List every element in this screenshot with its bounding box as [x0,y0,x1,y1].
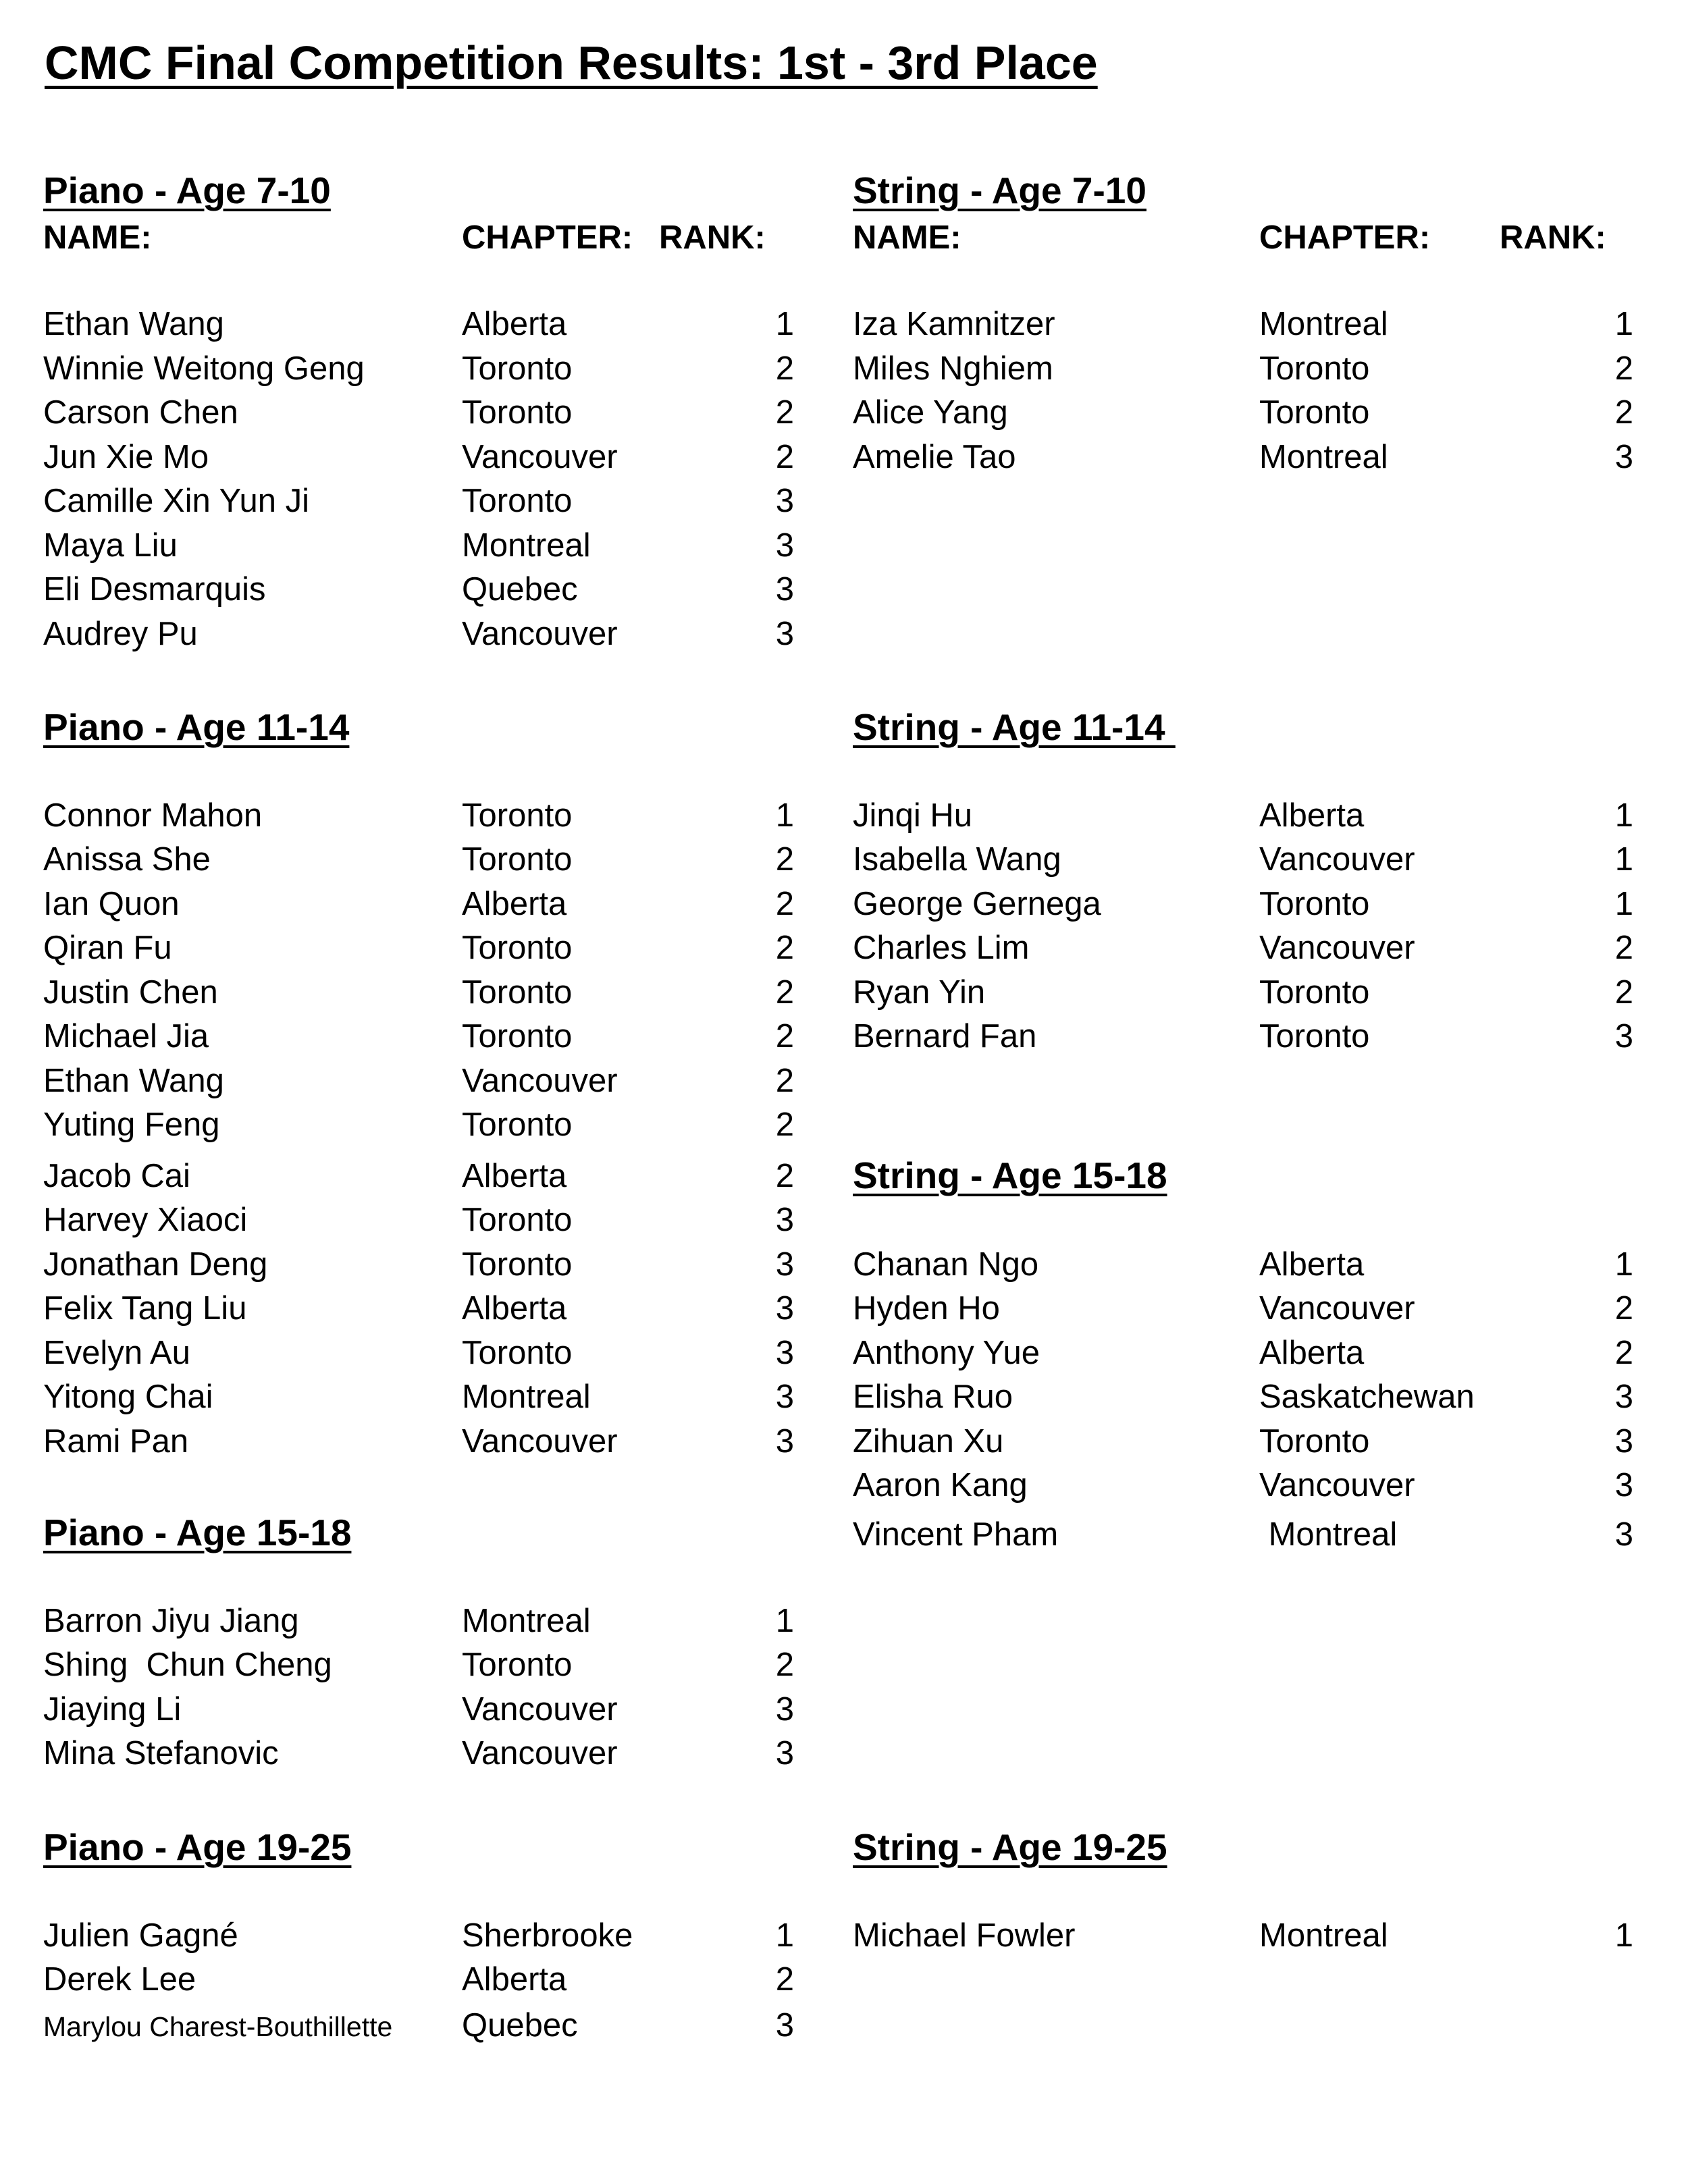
entrant-chapter: Vancouver [1259,1290,1415,1327]
entrant-name: Rami Pan [43,1423,189,1460]
entrant-rank: 1 [1614,1917,1633,1954]
entrant-name: Anthony Yue [853,1335,1040,1371]
entrant-rank: 2 [775,886,794,922]
entrant-rank: 3 [1614,1516,1633,1553]
entrant-rank: 2 [1614,394,1633,431]
entrant-rank: 1 [1614,797,1633,834]
entrant-rank: 2 [1614,1290,1633,1327]
entrant-name: Yuting Feng [43,1107,220,1143]
entrant-chapter: Alberta [1259,797,1365,834]
entrant-name: Maya Liu [43,527,178,564]
entrant-chapter: Vancouver [462,1735,618,1772]
entrant-chapter: Montreal [1259,1917,1388,1954]
entrant-name: Justin Chen [43,974,218,1011]
entrant-rank: 3 [775,527,794,564]
entrant-rank: 1 [1614,1246,1633,1283]
section-title: String - Age 15-18 [853,1154,1167,1196]
page-title: CMC Final Competition Results: 1st - 3rd Place [45,36,1098,89]
entrant-name: Jinqi Hu [853,797,973,834]
entrant-chapter: Montreal [462,527,591,564]
entrant-name: Felix Tang Liu [43,1290,247,1327]
entrant-name: Barron Jiyu Jiang [43,1603,299,1639]
entrant-chapter: Vancouver [462,616,618,652]
entrant-name: Iza Kamnitzer [853,306,1055,342]
entrant-chapter: Toronto [462,797,573,834]
entrant-chapter: Vancouver [462,439,618,475]
entrant-chapter: Toronto [462,394,573,431]
entrant-chapter: Toronto [462,1246,573,1283]
entrant-chapter: Toronto [1259,394,1370,431]
section-title: Piano - Age 15-18 [43,1512,352,1553]
entrant-rank: 3 [775,2007,794,2044]
entrant-chapter: Toronto [462,1202,573,1238]
section-title: String - Age 7-10 [853,169,1146,211]
entrant-rank: 1 [775,1603,794,1639]
chapter-header: CHAPTER: [1259,219,1431,256]
entrant-rank: 2 [775,439,794,475]
entrant-chapter: Alberta [462,886,567,922]
entrant-chapter: Alberta [462,306,567,342]
entrant-chapter: Toronto [462,974,573,1011]
entrant-rank: 2 [775,350,794,387]
entrant-chapter: Toronto [1259,1018,1370,1055]
entrant-chapter: Toronto [1259,350,1370,387]
entrant-name: Julien Gagné [43,1917,238,1954]
entrant-rank: 1 [775,797,794,834]
entrant-chapter: Toronto [1259,886,1370,922]
entrant-rank: 2 [775,1647,794,1683]
entrant-name: Connor Mahon [43,797,263,834]
entrant-rank: 2 [775,930,794,966]
entrant-rank: 2 [1614,350,1633,387]
entrant-name: Ryan Yin [853,974,986,1011]
entrant-rank: 3 [775,571,794,608]
entrant-name: Jonathan Deng [43,1246,268,1283]
section-title: Piano - Age 11-14 [43,706,350,748]
entrant-name: George Gernega [853,886,1101,922]
entrant-rank: 3 [775,1335,794,1371]
rank-header: RANK: [659,219,766,256]
entrant-name: Ethan Wang [43,306,224,342]
entrant-name: Zihuan Xu [853,1423,1004,1460]
section-title: Piano - Age 19-25 [43,1826,352,1868]
entrant-rank: 2 [775,1063,794,1099]
entrant-name: Mina Stefanovic [43,1735,279,1772]
entrant-name: Shing Chun Cheng [43,1647,332,1683]
entrant-rank: 3 [775,483,794,519]
entrant-name: Marylou Charest-Bouthillette [43,2011,393,2042]
entrant-rank: 1 [1614,886,1633,922]
entrant-chapter: Montreal [1259,1516,1398,1553]
entrant-rank: 3 [1614,1379,1633,1415]
entrant-name: Anissa She [43,841,211,878]
entrant-rank: 2 [1614,1335,1633,1371]
entrant-chapter: Vancouver [462,1063,618,1099]
entrant-name: Aaron Kang [853,1467,1028,1503]
entrant-rank: 3 [775,1691,794,1728]
entrant-rank: 1 [1614,841,1633,878]
entrant-name: Ian Quon [43,886,180,922]
entrant-name: Derek Lee [43,1961,196,1998]
entrant-chapter: Montreal [1259,306,1388,342]
entrant-rank: 2 [1614,930,1633,966]
entrant-rank: 1 [1614,306,1633,342]
entrant-chapter: Toronto [1259,974,1370,1011]
section-title: String - Age 19-25 [853,1826,1167,1868]
name-header: NAME: [853,219,961,256]
entrant-chapter: Vancouver [462,1423,618,1460]
entrant-rank: 2 [775,841,794,878]
entrant-chapter: Vancouver [1259,1467,1415,1503]
entrant-rank: 3 [775,1735,794,1772]
entrant-name: Hyden Ho [853,1290,1000,1327]
entrant-chapter: Saskatchewan [1259,1379,1475,1415]
chapter-header: CHAPTER: [462,219,633,256]
entrant-name: Bernard Fan [853,1018,1037,1055]
entrant-chapter: Toronto [462,1018,573,1055]
entrant-chapter: Alberta [1259,1335,1365,1371]
entrant-chapter: Alberta [462,1158,567,1194]
entrant-rank: 3 [775,1290,794,1327]
entrant-name: Charles Lim [853,930,1030,966]
entrant-chapter: Quebec [462,571,578,608]
entrant-name: Harvey Xiaoci [43,1202,248,1238]
entrant-name: Michael Fowler [853,1917,1076,1954]
entrant-name: Isabella Wang [853,841,1061,878]
entrant-rank: 3 [1614,439,1633,475]
rank-header: RANK: [1500,219,1606,256]
entrant-chapter: Toronto [462,1647,573,1683]
entrant-chapter: Toronto [1259,1423,1370,1460]
entrant-chapter: Sherbrooke [462,1917,633,1954]
entrant-rank: 3 [1614,1467,1633,1503]
entrant-rank: 2 [775,1158,794,1194]
entrant-rank: 3 [775,616,794,652]
entrant-name: Elisha Ruo [853,1379,1013,1415]
entrant-rank: 3 [1614,1018,1633,1055]
entrant-name: Miles Nghiem [853,350,1053,387]
entrant-rank: 1 [775,1917,794,1954]
entrant-rank: 2 [775,974,794,1011]
entrant-chapter: Toronto [462,930,573,966]
section-title: String - Age 11-14 [853,706,1176,748]
entrant-name: Carson Chen [43,394,238,431]
entrant-chapter: Toronto [462,350,573,387]
entrant-chapter: Toronto [462,1335,573,1371]
name-header: NAME: [43,219,152,256]
entrant-name: Jacob Cai [43,1158,190,1194]
entrant-name: Audrey Pu [43,616,198,652]
entrant-rank: 3 [775,1379,794,1415]
entrant-name: Yitong Chai [43,1379,213,1415]
entrant-name: Qiran Fu [43,930,172,966]
entrant-chapter: Vancouver [1259,930,1415,966]
entrant-name: Michael Jia [43,1018,209,1055]
entrant-name: Jun Xie Mo [43,439,209,475]
entrant-chapter: Alberta [462,1961,567,1998]
entrant-name: Evelyn Au [43,1335,190,1371]
entrant-rank: 2 [775,1961,794,1998]
entrant-rank: 2 [1614,974,1633,1011]
entrant-name: Jiaying Li [43,1691,182,1728]
entrant-rank: 3 [775,1246,794,1283]
entrant-chapter: Toronto [462,841,573,878]
entrant-chapter: Toronto [462,483,573,519]
entrant-name: Eli Desmarquis [43,571,266,608]
entrant-rank: 2 [775,1107,794,1143]
entrant-name: Amelie Tao [853,439,1016,475]
entrant-chapter: Toronto [462,1107,573,1143]
entrant-rank: 2 [775,1018,794,1055]
entrant-chapter: Montreal [462,1379,591,1415]
entrant-name: Chanan Ngo [853,1246,1039,1283]
entrant-name: Ethan Wang [43,1063,224,1099]
entrant-name: Camille Xin Yun Ji [43,483,310,519]
entrant-chapter: Alberta [462,1290,567,1327]
entrant-rank: 3 [775,1423,794,1460]
section-title: Piano - Age 7-10 [43,169,331,211]
entrant-rank: 3 [1614,1423,1633,1460]
entrant-name: Vincent Pham [853,1516,1059,1553]
entrant-rank: 1 [775,306,794,342]
entrant-chapter: Vancouver [1259,841,1415,878]
entrant-chapter: Montreal [462,1603,591,1639]
entrant-name: Winnie Weitong Geng [43,350,365,387]
entrant-chapter: Vancouver [462,1691,618,1728]
entrant-chapter: Montreal [1259,439,1388,475]
entrant-rank: 3 [775,1202,794,1238]
entrant-rank: 2 [775,394,794,431]
entrant-chapter: Quebec [462,2007,578,2044]
entrant-chapter: Alberta [1259,1246,1365,1283]
entrant-name: Alice Yang [853,394,1008,431]
